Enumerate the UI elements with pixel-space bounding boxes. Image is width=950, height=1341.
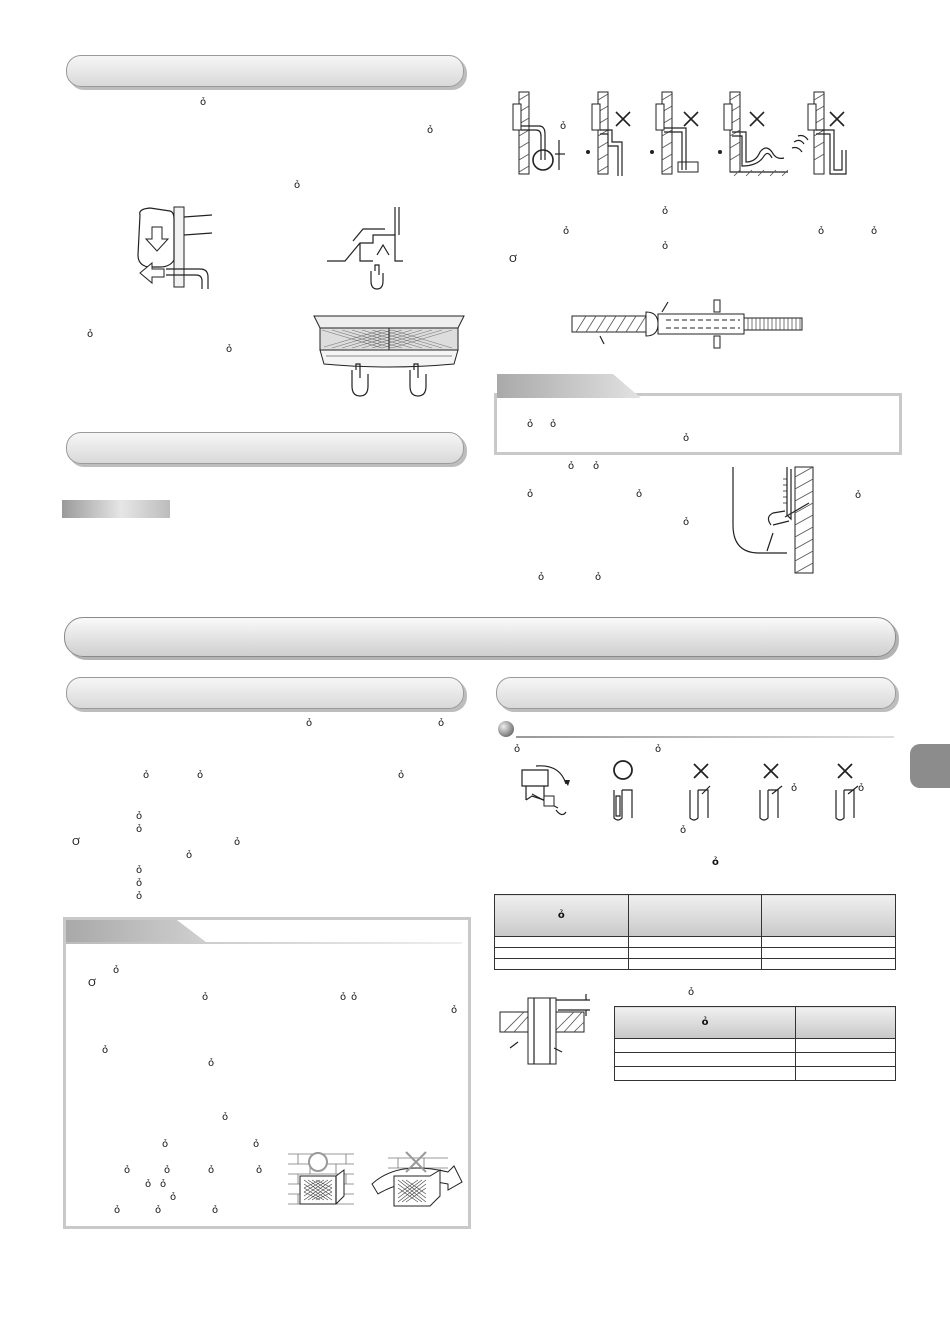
text-marker: ỏ bbox=[550, 419, 557, 430]
text-marker: ỏ bbox=[234, 837, 241, 848]
text-marker: ỏ bbox=[683, 517, 690, 528]
text-marker: ỏ bbox=[212, 1205, 219, 1216]
text-marker: ỏ bbox=[136, 878, 143, 889]
text-marker: ỏ bbox=[164, 1165, 171, 1176]
text-marker: ỏ bbox=[145, 1179, 152, 1190]
text-marker: ỏ bbox=[340, 992, 347, 1003]
text-marker: ỏ bbox=[688, 987, 695, 998]
text-marker: ỏ bbox=[568, 461, 575, 472]
drain-hose-wrong-1-diagram bbox=[582, 90, 642, 176]
section-header-bottom-left bbox=[66, 677, 464, 709]
main-section-header bbox=[64, 617, 896, 657]
section-header-bottom-right bbox=[496, 677, 896, 709]
text-marker: ỏ bbox=[563, 226, 570, 237]
pipe-protrusion-diagram bbox=[498, 990, 598, 1066]
text-marker: ỏ bbox=[202, 992, 209, 1003]
flare-wrong-3-diagram bbox=[832, 760, 872, 825]
table-header-cell bbox=[615, 1007, 796, 1039]
text-marker: ỏ bbox=[208, 1058, 215, 1069]
text-marker: ỏ bbox=[680, 825, 687, 836]
text-marker: ỏ bbox=[683, 433, 690, 444]
text-marker: ỏ bbox=[124, 1165, 131, 1176]
text-marker: ỏ bbox=[858, 783, 865, 794]
table-row bbox=[495, 948, 896, 959]
text-marker: ỏ bbox=[253, 1139, 260, 1150]
text-marker: ỏ bbox=[114, 1205, 121, 1216]
text-marker: ỏ bbox=[226, 344, 233, 355]
text-marker: ỏ bbox=[557, 910, 565, 921]
flare-tool-diagram bbox=[508, 760, 578, 825]
text-marker: ỏ bbox=[527, 419, 534, 430]
subheading-rule bbox=[516, 736, 894, 738]
drain-hose-wrong-2-diagram bbox=[648, 90, 708, 176]
text-marker: ỏ bbox=[351, 992, 358, 1003]
text-marker: ỏ bbox=[712, 857, 719, 868]
text-marker: ỏ bbox=[791, 783, 798, 794]
text-marker: ỏ bbox=[143, 770, 150, 781]
text-marker: ỏ bbox=[871, 226, 878, 237]
text-marker: ỏ bbox=[427, 125, 434, 136]
hook-release-diagram bbox=[325, 205, 405, 295]
flare-dimensions-table bbox=[494, 894, 896, 970]
text-marker: ỏ bbox=[222, 1112, 229, 1123]
page-side-tab bbox=[910, 744, 950, 788]
table-row bbox=[615, 1067, 896, 1081]
flare-wrong-1-diagram bbox=[684, 760, 718, 825]
text-marker: ỏ bbox=[636, 489, 643, 500]
text-marker: ỏ bbox=[855, 490, 862, 501]
text-marker: ỏ bbox=[438, 718, 445, 729]
text-marker: ỏ bbox=[256, 1165, 263, 1176]
subheading-bar bbox=[62, 500, 170, 518]
indoor-unit-front-diagram bbox=[312, 312, 467, 400]
drain-hose-wrong-4-diagram bbox=[790, 90, 860, 176]
text-marker: ỏ bbox=[136, 891, 143, 902]
outdoor-unit-correct-diagram bbox=[284, 1148, 360, 1212]
note-tab-rule bbox=[66, 942, 462, 944]
table-header-cell bbox=[495, 895, 629, 937]
drain-hose-extension-diagram bbox=[570, 296, 805, 351]
text-marker: ỏ bbox=[560, 121, 567, 132]
text-marker: ỏ bbox=[662, 241, 669, 252]
text-marker: ỏ bbox=[136, 865, 143, 876]
section-header-top-left bbox=[66, 55, 464, 87]
text-marker: ỏ bbox=[662, 206, 669, 217]
text-marker: ỏ bbox=[294, 180, 301, 191]
text-marker: ỏ bbox=[208, 1165, 215, 1176]
text-marker: Ơ bbox=[88, 978, 98, 989]
text-marker: ỏ bbox=[197, 770, 204, 781]
text-marker: ỏ bbox=[701, 1017, 709, 1028]
text-marker: ỏ bbox=[595, 572, 602, 583]
text-marker: ỏ bbox=[162, 1139, 169, 1150]
text-marker: ỏ bbox=[136, 811, 143, 822]
text-marker: ỏ bbox=[306, 718, 313, 729]
text-marker: ỏ bbox=[155, 1205, 162, 1216]
text-marker: ỏ bbox=[451, 1005, 458, 1016]
wall-hole-hand-diagram bbox=[725, 465, 865, 575]
text-marker: ỏ bbox=[102, 1045, 109, 1056]
text-marker: Ơ bbox=[509, 254, 519, 265]
text-marker: ỏ bbox=[593, 461, 600, 472]
table-row bbox=[615, 1039, 896, 1053]
text-marker: ỏ bbox=[170, 1192, 177, 1203]
indoor-unit-hook-diagram bbox=[130, 205, 230, 290]
section-header-mid-left bbox=[66, 432, 464, 464]
table-row bbox=[495, 937, 896, 948]
table-row bbox=[495, 959, 896, 970]
flare-correct-diagram bbox=[606, 760, 640, 825]
outdoor-unit-wrong-diagram bbox=[368, 1150, 466, 1214]
text-marker: ỏ bbox=[527, 489, 534, 500]
text-marker: ỏ bbox=[538, 572, 545, 583]
table-header-cell bbox=[762, 895, 896, 937]
text-marker: ỏ bbox=[87, 329, 94, 340]
text-marker: ỏ bbox=[160, 1179, 167, 1190]
drain-hose-wrong-3-diagram bbox=[714, 90, 789, 176]
text-marker: ỏ bbox=[113, 965, 120, 976]
text-marker: ỏ bbox=[514, 744, 521, 755]
bullet-icon bbox=[498, 721, 514, 737]
text-marker: ỏ bbox=[655, 744, 662, 755]
text-marker: ỏ bbox=[818, 226, 825, 237]
protrusion-table bbox=[614, 1006, 896, 1081]
table-header-cell bbox=[796, 1007, 896, 1039]
text-marker: Ơ bbox=[72, 837, 82, 848]
text-marker: ỏ bbox=[186, 850, 193, 861]
text-marker: ỏ bbox=[200, 97, 207, 108]
text-marker: ỏ bbox=[398, 770, 405, 781]
text-marker: ỏ bbox=[136, 824, 143, 835]
drain-hose-correct-diagram bbox=[505, 90, 580, 176]
table-row bbox=[615, 1053, 896, 1067]
table-header-cell bbox=[628, 895, 762, 937]
